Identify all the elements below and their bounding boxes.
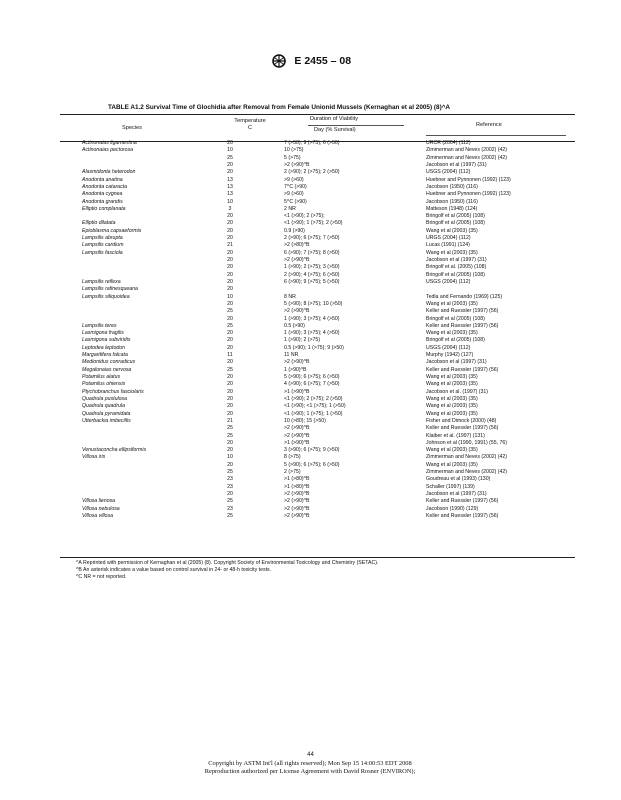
reference-cell: Keller and Ruessler (1997) (56) bbox=[426, 512, 499, 519]
temperature-cell: 20 bbox=[227, 439, 233, 446]
table-row bbox=[0, 367, 621, 374]
species-cell: Lasmigona fragilis bbox=[82, 330, 124, 337]
reference-cell: Wang et al (2003) (35) bbox=[426, 330, 478, 337]
species-cell: Elliptio complanata bbox=[82, 205, 126, 212]
duration-cell: >2 (>80)^B bbox=[284, 242, 310, 249]
duration-cell: >9 (>60) bbox=[284, 176, 304, 183]
species-cell: Anodonta grandis bbox=[82, 198, 123, 205]
temperature-cell: 20 bbox=[227, 300, 233, 307]
species-cell: Villosa nebulosa bbox=[82, 505, 120, 512]
duration-cell: >2 (>90)^B bbox=[284, 257, 310, 263]
table-row bbox=[0, 199, 621, 206]
temperature-cell: 20 bbox=[227, 315, 233, 322]
reference-cell: Fisher and Dimock (2000) (48) bbox=[426, 417, 497, 424]
temperature-cell: 20 bbox=[227, 161, 233, 168]
duration-cell: 2 (>90); 2 (>75); 2 (>50) bbox=[284, 169, 340, 176]
table-footnotes bbox=[76, 560, 576, 581]
table-row bbox=[0, 220, 621, 227]
species-cell: Quadrula pustulosa bbox=[82, 395, 127, 402]
temperature-cell: 20 bbox=[227, 213, 233, 220]
table-row bbox=[0, 264, 621, 271]
duration-cell: >2 (>90)^B bbox=[284, 161, 310, 168]
table-row bbox=[0, 418, 621, 425]
species-cell: Elliptio dilatata bbox=[82, 220, 116, 227]
table-row bbox=[0, 279, 621, 286]
temperature-cell: 23 bbox=[227, 483, 233, 490]
table-row bbox=[0, 235, 621, 242]
species-cell: Lampsilis siliquoidea bbox=[82, 293, 130, 300]
species-cell: Lampsilis fasciola bbox=[82, 249, 123, 256]
table-row bbox=[0, 396, 621, 403]
reference-cell: Klaiber et al. (1997) (131) bbox=[426, 432, 485, 439]
column-header-temperature bbox=[222, 118, 278, 131]
table-row bbox=[0, 294, 621, 301]
species-cell: Lampsilis reflexa bbox=[82, 278, 121, 285]
temperature-cell: 25 bbox=[227, 366, 233, 373]
table-row bbox=[0, 359, 621, 366]
temperature-cell: 25 bbox=[227, 322, 233, 329]
duration-cell: 6 (>90); 7 (>75); 8 (>50) bbox=[284, 249, 340, 256]
table-row bbox=[0, 250, 621, 257]
duration-cell: >1 (>90)^B bbox=[284, 388, 310, 395]
species-cell: Alasmidonta heterodon bbox=[82, 169, 136, 176]
reference-cell: Zimmerman and Neves (2002) (42) bbox=[426, 147, 508, 154]
column-header-duration: Duration of Viability bbox=[310, 116, 359, 122]
temperature-cell: 20 bbox=[227, 395, 233, 402]
temperature-cell: 20 bbox=[227, 140, 233, 146]
duration-cell: <1 (>90); 2 (>75); 2 (>50) bbox=[284, 395, 343, 402]
table-title: TABLE A1.2 Survival Time of Glochidia after Removal from Female Unionid Mussels (Kernaghan et al 2005) (8)^A bbox=[108, 104, 451, 111]
reference-cell: Wang et al (2003) (35) bbox=[426, 249, 478, 256]
duration-cell: <1 (>90); 1 (>75); 1 (>50) bbox=[284, 410, 343, 417]
temperature-cell: 23 bbox=[227, 505, 233, 512]
page-number: 44 bbox=[307, 752, 314, 758]
reference-cell: USGS (2004) (112) bbox=[426, 278, 471, 285]
duration-cell: 2 (>90); 6 (>75); 7 (>50) bbox=[284, 235, 340, 242]
reference-cell: Matteson (1948) (124) bbox=[426, 205, 478, 212]
temperature-cell: 13 bbox=[227, 183, 233, 190]
temperature-cell: 20 bbox=[227, 286, 233, 293]
table-row bbox=[0, 147, 621, 154]
reference-header-rule bbox=[426, 135, 566, 136]
duration-cell: 5 (>90); 6 (>75); 6 (>50) bbox=[284, 461, 340, 468]
duration-cell: 8 NR bbox=[284, 293, 296, 300]
temperature-cell: 13 bbox=[227, 191, 233, 198]
species-cell: Potamilus ohiensis bbox=[82, 381, 126, 388]
reference-cell: Jacobson et al (1997) (31) bbox=[426, 161, 487, 168]
species-cell: Anodonta cataracta bbox=[82, 183, 127, 190]
table-row bbox=[0, 155, 621, 162]
table-row bbox=[0, 272, 621, 279]
temperature-cell: 20 bbox=[227, 447, 233, 454]
duration-cell: <1 (>90); 2 (>75); bbox=[284, 213, 325, 220]
temperature-cell: 10 bbox=[227, 147, 233, 154]
reference-cell: Jacobson (1950) (116) bbox=[426, 198, 478, 205]
duration-cell: <1 (>90); <1 (>75); 1 (>50) bbox=[284, 403, 346, 410]
table-row bbox=[0, 301, 621, 308]
table-row bbox=[0, 191, 621, 198]
reference-cell: Wang et al (2003) (35) bbox=[426, 403, 478, 410]
reference-cell: Huebner and Pynnonen (1992) (123) bbox=[426, 176, 511, 183]
reference-cell: USGS (2004) (112) bbox=[426, 344, 471, 351]
duration-cell: 0.5 (>90); 1 (>75); 9 (>50) bbox=[284, 344, 344, 351]
temperature-cell: 20 bbox=[227, 461, 233, 468]
reference-cell: Zimmerman and Neves (2002) (42) bbox=[426, 469, 508, 476]
reference-cell: Keller and Ruessler (1997) (56) bbox=[426, 366, 499, 373]
temperature-cell: 25 bbox=[227, 432, 233, 439]
duration-cell: >1 (>80)^B bbox=[284, 476, 310, 483]
duration-cell: 2 NR bbox=[284, 205, 296, 212]
table-row bbox=[0, 345, 621, 352]
reference-cell: Lucas (1991) (124) bbox=[426, 242, 470, 249]
table-header bbox=[60, 114, 575, 142]
duration-cell: 1 (>90); 3 (>75); 4 (>50) bbox=[284, 330, 340, 337]
species-cell: Venustaconcha ellipsiformis bbox=[82, 447, 147, 454]
reference-cell: Schaller (1997) (139) bbox=[426, 483, 475, 490]
temperature-cell: 25 bbox=[227, 469, 233, 476]
duration-cell: 1 (>90); 3 (>75); 4 (>50) bbox=[284, 315, 340, 322]
duration-cell: 10 (>75) bbox=[284, 147, 304, 154]
species-cell: Lampsilis rafinesqueana bbox=[82, 286, 138, 293]
table-row bbox=[0, 184, 621, 191]
reference-cell: Bringolf et al. (2005) (108) bbox=[426, 264, 487, 271]
temperature-cell: 10 bbox=[227, 454, 233, 461]
reference-cell: Keller and Ruessler (1997) (56) bbox=[426, 498, 499, 505]
temperature-cell: 20 bbox=[227, 359, 233, 366]
table-row bbox=[0, 462, 621, 469]
reference-cell: Jacobson (1990) (129) bbox=[426, 505, 479, 512]
reference-cell: URGS (2004) (112) bbox=[426, 235, 471, 242]
reference-cell: Bringolf et al (2005) (108) bbox=[426, 213, 485, 220]
temperature-cell: 25 bbox=[227, 498, 233, 505]
reference-cell: Keller and Ruessler (1997) (56) bbox=[426, 425, 499, 432]
duration-cell: 7 (>50); 9 (>75); 6 (>50) bbox=[284, 140, 340, 146]
duration-cell: >2 (>90)^B bbox=[284, 498, 310, 505]
temperature-cell: 25 bbox=[227, 154, 233, 161]
temperature-cell: 20 bbox=[227, 330, 233, 337]
column-header-temperature-line2: C bbox=[247, 124, 253, 131]
species-cell: Actinonaias pectorosa bbox=[82, 147, 134, 154]
table-row bbox=[0, 440, 621, 447]
duration-cell: 0.5 (>90) bbox=[284, 322, 305, 329]
duration-cell: 1 (>90)^B bbox=[284, 366, 307, 373]
reference-cell: Jacobson et al. (1997) (31) bbox=[426, 388, 488, 395]
reference-cell: URCR (2004) (112) bbox=[426, 140, 471, 146]
table-row bbox=[0, 476, 621, 483]
duration-cell: >1 (>80)^B bbox=[284, 483, 310, 490]
reference-cell: Goudreau et al (1993) (130) bbox=[426, 476, 491, 483]
table-row bbox=[0, 447, 621, 454]
copyright-line-2: Reproduction authorized per License Agreement with David Rosner (ENVIRON); bbox=[204, 768, 416, 776]
temperature-cell: 21 bbox=[227, 417, 233, 424]
temperature-cell: 20 bbox=[227, 388, 233, 395]
reference-cell: Tedla and Fernando (1969) (125) bbox=[426, 293, 503, 300]
table-row bbox=[0, 469, 621, 476]
reference-cell: Wang et al (2003) (35) bbox=[426, 300, 478, 307]
reference-cell: Jacobson et al (1997) (31) bbox=[426, 491, 487, 497]
temperature-cell: 21 bbox=[227, 242, 233, 249]
astm-logo-icon bbox=[270, 54, 288, 68]
table-row bbox=[0, 506, 621, 513]
table-row bbox=[0, 323, 621, 330]
species-cell: Anodonta cygnea bbox=[82, 191, 123, 198]
temperature-cell: 20 bbox=[227, 374, 233, 380]
temperature-cell: 20 bbox=[227, 337, 233, 344]
temperature-cell: 10 bbox=[227, 198, 233, 205]
duration-cell: 1 (>90); 2 (>75); 3 (>50) bbox=[284, 264, 340, 271]
species-cell: Lampsilis teres bbox=[82, 322, 117, 329]
table-row bbox=[0, 308, 621, 315]
duration-cell: 0.9 (>90) bbox=[284, 227, 305, 234]
duration-cell: 5^C (>90) bbox=[284, 198, 307, 205]
duration-cell: <1 (>90); 1 (>75); 2 (>50) bbox=[284, 220, 343, 227]
table-row bbox=[0, 403, 621, 410]
species-cell: Margaritifera falcata bbox=[82, 352, 128, 359]
reference-cell: Wang et al (2003) (35) bbox=[426, 227, 478, 234]
duration-cell: 8 (>75) bbox=[284, 454, 301, 461]
column-header-species: Species bbox=[122, 125, 142, 131]
temperature-cell: 20 bbox=[227, 235, 233, 242]
reference-cell: Jacobson et al (1997) (31) bbox=[426, 257, 487, 263]
duration-cell: >2 (>90)^B bbox=[284, 425, 310, 432]
species-cell: Quadrula quadrula bbox=[82, 403, 125, 410]
duration-cell: >2 (>90)^B bbox=[284, 432, 310, 439]
species-cell: Medionidus conradicus bbox=[82, 359, 136, 366]
temperature-cell: 20 bbox=[227, 169, 233, 176]
duration-cell: 7^C (>90) bbox=[284, 183, 307, 190]
reference-cell: Zimmerman and Neves (2002) (42) bbox=[426, 454, 508, 461]
reference-cell: Bringolf et al (2005) (108) bbox=[426, 315, 485, 322]
table-row bbox=[0, 411, 621, 418]
species-cell: Villosa iris bbox=[82, 454, 106, 461]
duration-cell: >1 (>90)^B bbox=[284, 439, 310, 446]
temperature-cell: 20 bbox=[227, 264, 233, 271]
temperature-cell: 20 bbox=[227, 403, 233, 410]
species-cell: Utterbackia imbecillis bbox=[82, 417, 131, 424]
duration-cell: 3 (>90); 6 (>75); 9 (>50) bbox=[284, 447, 340, 454]
table-row bbox=[0, 454, 621, 461]
duration-cell: 6 (>90); 9 (>75); 5 (>50) bbox=[284, 278, 340, 285]
footnote-a: ^A Reprinted with permission of Kernaghan et al (2005) (8). Copyright Society of Environmental Toxicology and Chemistry (SETAC). bbox=[76, 560, 379, 566]
table-row bbox=[0, 337, 621, 344]
duration-cell: 10 (>80); 15 (>50) bbox=[284, 417, 326, 424]
species-cell: Lampsilis abrupta bbox=[82, 235, 123, 242]
reference-cell: Wang et al (2003) (35) bbox=[426, 461, 478, 468]
duration-cell: >2 (>90)^B bbox=[284, 512, 310, 519]
table-row bbox=[0, 162, 621, 169]
table-row bbox=[0, 389, 621, 396]
table-bottom-rule bbox=[60, 557, 575, 558]
column-header-reference: Reference bbox=[476, 122, 502, 128]
copyright-line-1: Copyright by ASTM Int'l (all rights reserved); Mon Sep 15 14:00:53 EDT 2008 bbox=[208, 760, 412, 767]
reference-cell: Wang et al (2003) (35) bbox=[426, 374, 478, 380]
species-cell: Actinonaias ligamentina bbox=[82, 140, 137, 146]
reference-cell: Keller and Ruessler (1997) (56) bbox=[426, 322, 499, 329]
temperature-cell: 20 bbox=[227, 227, 233, 234]
duration-cell: 2 (>75) bbox=[284, 469, 301, 476]
duration-header-rule bbox=[308, 125, 404, 126]
table-row bbox=[0, 491, 621, 498]
reference-cell: Wang et al (2003) (35) bbox=[426, 381, 478, 388]
temperature-cell: 3 bbox=[228, 205, 232, 212]
temperature-cell: 25 bbox=[227, 425, 233, 432]
table-top-rule bbox=[60, 114, 575, 115]
temperature-cell: 11 bbox=[227, 352, 233, 359]
duration-cell: 2 (>90); 4 (>75); 6 (>50) bbox=[284, 271, 340, 278]
temperature-cell: 20 bbox=[227, 278, 233, 285]
duration-cell: 5 (>75) bbox=[284, 154, 301, 161]
reference-cell: Wang et al (2003) (35) bbox=[426, 410, 478, 417]
species-cell: Lampsilis cardium bbox=[82, 242, 124, 249]
column-header-temperature-line1: Temperature bbox=[234, 118, 266, 124]
reference-cell: Bringolf et al (2005) (108) bbox=[426, 271, 485, 278]
duration-cell: >2 (>90)^B bbox=[284, 359, 310, 366]
table-row bbox=[0, 177, 621, 184]
temperature-cell: 25 bbox=[227, 308, 233, 315]
species-cell: Potamilus alatus bbox=[82, 374, 121, 380]
duration-cell: 5 (>90); 8 (>75); 10 (>50) bbox=[284, 300, 343, 307]
table-row bbox=[0, 374, 621, 381]
reference-cell: Murphy (1942) (127) bbox=[426, 352, 474, 359]
table-row bbox=[0, 381, 621, 388]
table-row bbox=[0, 484, 621, 491]
table-row bbox=[0, 316, 621, 323]
table-row bbox=[0, 257, 621, 264]
duration-cell: 4 (>90); 6 (>75); 7 (>50) bbox=[284, 381, 340, 388]
table-row bbox=[0, 513, 621, 520]
temperature-cell: 25 bbox=[227, 512, 233, 519]
table-row bbox=[0, 425, 621, 432]
column-header-survival: Day (% Survival) bbox=[314, 127, 356, 133]
duration-cell: 1 (>90); 2 (>75) bbox=[284, 337, 321, 344]
temperature-cell: 20 bbox=[227, 381, 233, 388]
reference-cell: Johnson et al (1990, 1991) (55, 76) bbox=[426, 439, 508, 446]
temperature-cell: 20 bbox=[227, 271, 233, 278]
duration-cell: >2 (>90)^B bbox=[284, 505, 310, 512]
temperature-cell: 20 bbox=[227, 220, 233, 227]
table-body bbox=[0, 140, 621, 520]
reference-cell: Keller and Ruessler (1997) (56) bbox=[426, 308, 499, 315]
footnote-b: ^B An asterisk indicates a value based on control survival in 24- or 48-h toxicity tests. bbox=[76, 567, 272, 573]
species-cell: Villosa lienosa bbox=[82, 498, 116, 505]
duration-cell: >2 (>90)^B bbox=[284, 308, 310, 315]
temperature-cell: 20 bbox=[227, 257, 233, 263]
duration-cell: >9 (>60) bbox=[284, 191, 304, 198]
temperature-cell: 20 bbox=[227, 410, 233, 417]
species-cell: Leptodea leptodon bbox=[82, 344, 125, 351]
table-row bbox=[0, 330, 621, 337]
reference-cell: USGS (2004) (112) bbox=[426, 169, 471, 176]
temperature-cell: 13 bbox=[227, 176, 233, 183]
temperature-cell: 10 bbox=[227, 293, 233, 300]
table-row bbox=[0, 206, 621, 213]
table-row bbox=[0, 169, 621, 176]
species-cell: Ptychobranchus fasciolaris bbox=[82, 388, 144, 395]
reference-cell: Jacobson et al (1997) (31) bbox=[426, 359, 487, 366]
species-cell: Lasmigona subviridis bbox=[82, 337, 131, 344]
temperature-cell: 23 bbox=[227, 476, 233, 483]
footnote-c: ^C NR = not reported. bbox=[76, 574, 127, 580]
reference-cell: Wang et al (2003) (35) bbox=[426, 395, 478, 402]
reference-cell: Zimmerman and Neves (2002) (42) bbox=[426, 154, 508, 161]
reference-cell: Bringolf et al (2005) (108) bbox=[426, 220, 485, 227]
standard-number: E 2455 – 08 bbox=[294, 54, 352, 67]
table-row bbox=[0, 228, 621, 235]
temperature-cell: 20 bbox=[227, 344, 233, 351]
species-cell: Quadrula pyramidata bbox=[82, 410, 131, 417]
temperature-cell: 20 bbox=[227, 491, 233, 497]
reference-cell: Wang et al (2003) (35) bbox=[426, 447, 478, 454]
duration-cell: 5 (>90); 6 (>75); 6 (>50) bbox=[284, 374, 340, 380]
table-row bbox=[0, 433, 621, 440]
species-cell: Villosa villosa bbox=[82, 512, 114, 519]
reference-cell: Bringolf et al (2005) (108) bbox=[426, 337, 485, 344]
document-header bbox=[0, 52, 621, 72]
species-cell: Anodonta anatina bbox=[82, 176, 123, 183]
table-row bbox=[0, 498, 621, 505]
table-row bbox=[0, 213, 621, 220]
reference-cell: Huebner and Pynnonen (1992) (123) bbox=[426, 191, 511, 198]
species-cell: Epioblasma capsaeformis bbox=[82, 227, 142, 234]
table-row bbox=[0, 242, 621, 249]
table-row bbox=[0, 286, 621, 293]
reference-cell: Jacobson (1950) (116) bbox=[426, 183, 478, 190]
duration-cell: >2 (>90)^B bbox=[284, 491, 310, 497]
species-cell: Megalonaias nervosa bbox=[82, 366, 132, 373]
copyright-notice bbox=[90, 760, 530, 776]
table-row bbox=[0, 352, 621, 359]
duration-cell: 11 NR bbox=[284, 352, 299, 359]
temperature-cell: 20 bbox=[227, 249, 233, 256]
table-row bbox=[0, 140, 621, 147]
